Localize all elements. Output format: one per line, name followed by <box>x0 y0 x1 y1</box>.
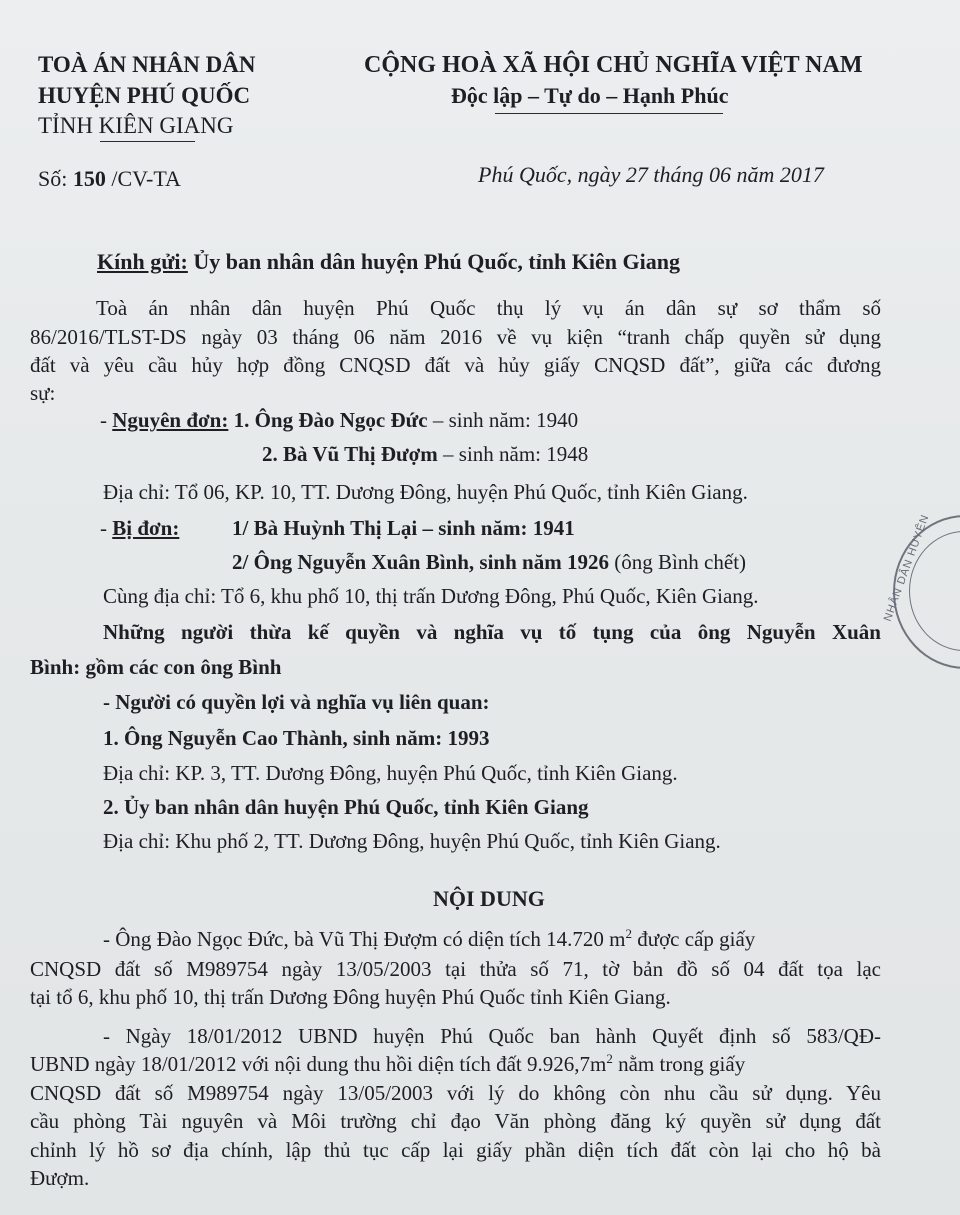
document-date: Phú Quốc, ngày 27 tháng 06 năm 2017 <box>478 162 824 187</box>
content-p2-line5: chỉnh lý hồ sơ địa chính, lập thủ tục cấp lại giấy phần diện tích đất còn lại cho hộ bà <box>30 1138 881 1162</box>
nation-title: CỘNG HOÀ XÃ HỘI CHỦ NGHĨA VIỆT NAM <box>364 52 863 78</box>
intro-line3: đất và yêu cầu hủy hợp đồng CNQSD đất và hủy giấy CNQSD đất”, giữa các đương <box>30 353 881 377</box>
defendant-dash: - <box>100 516 107 540</box>
intro-line2: 86/2016/TLST-DS ngày 03 tháng 06 năm 2016 về vụ kiện “tranh chấp quyền sử dụng <box>30 325 881 349</box>
intro-line1: Toà án nhân dân huyện Phú Quốc thụ lý vụ án dân sự sơ thẩm số <box>96 296 881 320</box>
plaintiff-1-birth: – sinh năm: 1940 <box>432 408 579 432</box>
plaintiff-dash: - <box>100 408 107 432</box>
court-name-line1: TOÀ ÁN NHÂN DÂN <box>38 52 256 77</box>
number-prefix: Số: <box>38 166 68 191</box>
court-underline <box>100 141 195 142</box>
recipient <box>97 249 680 275</box>
content-p2-text-b: nằm trong giấy <box>612 1052 746 1076</box>
related-1-address: Địa chỉ: KP. 3, TT. Dương Đông, huyện Phú Quốc, tỉnh Kiên Giang. <box>103 761 678 785</box>
nation-motto: Độc lập – Tự do – Hạnh Phúc <box>451 83 729 108</box>
defendant-2-note: (ông Bình chết) <box>614 550 747 574</box>
document-number <box>38 166 181 192</box>
recipient-label: Kính gửi: <box>97 249 188 274</box>
content-p1-sup: 2 <box>625 926 632 941</box>
content-p1-line2: CNQSD đất số M989754 ngày 13/05/2003 tại thửa số 71, tờ bản đồ số 04 đất tọa lạc <box>30 957 881 981</box>
content-p2-line2 <box>30 1051 881 1077</box>
content-p2-sup: 2 <box>606 1051 613 1066</box>
defendant-2 <box>232 549 746 575</box>
court-name-line3: TỈNH KIÊN GIANG <box>38 113 234 138</box>
plaintiff-2-name: 2. Bà Vũ Thị Đượm <box>262 442 438 466</box>
plaintiff-label: Nguyên đơn: <box>112 408 229 432</box>
motto-underline <box>495 113 723 114</box>
court-name-line2: HUYỆN PHÚ QUỐC <box>38 83 251 108</box>
content-p2-line3: CNQSD đất số M989754 ngày 13/05/2003 với lý do không còn nhu cầu sử dụng. Yêu <box>30 1081 881 1105</box>
intro-line4: sự: <box>30 381 56 405</box>
defendant-row1 <box>100 515 179 541</box>
court-seal-text: NHÂN DÂN HUYỆN <box>881 512 932 624</box>
content-p2-line4: cầu phòng Tài nguyên và Môi trường chỉ đạo Văn phòng đăng ký quyền sử dụng đất <box>30 1109 881 1133</box>
plaintiff-2-birth: – sinh năm: 1948 <box>443 442 589 466</box>
recipient-name: Ủy ban nhân dân huyện Phú Quốc, tỉnh Kiên Giang <box>193 249 680 274</box>
plaintiff-1-name: 1. Ông Đào Ngọc Đức <box>233 408 428 432</box>
related-1: 1. Ông Nguyễn Cao Thành, sinh năm: 1993 <box>103 726 490 750</box>
content-p2-line6: Đượm. <box>30 1166 90 1190</box>
number-suffix: /CV-TA <box>111 166 181 191</box>
content-p1-line3: tại tổ 6, khu phố 10, thị trấn Dương Đông huyện Phú Quốc tỉnh Kiên Giang. <box>30 985 671 1009</box>
related-heading: - Người có quyền lợi và nghĩa vụ liên quan: <box>103 690 490 714</box>
defendant-1: 1/ Bà Huỳnh Thị Lại – sinh năm: 1941 <box>232 516 575 540</box>
court-seal <box>881 512 960 669</box>
heirs-line2: Bình: gồm các con ông Bình <box>30 655 282 679</box>
content-p2-line1: - Ngày 18/01/2012 UBND huyện Phú Quốc ban hành Quyết định số 583/QĐ- <box>103 1024 881 1048</box>
defendant-2-name: 2/ Ông Nguyễn Xuân Bình, sinh năm 1926 <box>232 550 609 574</box>
defendant-label: Bị đơn: <box>112 516 180 540</box>
content-p2-text-a: UBND ngày 18/01/2012 với nội dung thu hồi diện tích đất 9.926,7m <box>30 1052 607 1076</box>
plaintiff-row2 <box>262 441 588 467</box>
defendant-address: Cùng địa chỉ: Tổ 6, khu phố 10, thị trấn Dương Đông, Phú Quốc, Kiên Giang. <box>103 584 759 608</box>
plaintiff-address: Địa chỉ: Tổ 06, KP. 10, TT. Dương Đông, huyện Phú Quốc, tỉnh Kiên Giang. <box>103 480 748 504</box>
number-value: 150 <box>72 166 106 191</box>
content-p1-text-a: - Ông Đào Ngọc Đức, bà Vũ Thị Đượm có diện tích 14.720 m <box>103 927 626 951</box>
plaintiff-row1 <box>100 407 578 433</box>
content-p1-text-b: được cấp giấy <box>631 927 756 951</box>
heirs-line1: Những người thừa kế quyền và nghĩa vụ tố tụng của ông Nguyễn Xuân <box>103 620 881 644</box>
content-heading: NỘI DUNG <box>433 886 545 911</box>
content-p1-line1 <box>103 926 881 952</box>
related-2-address: Địa chỉ: Khu phố 2, TT. Dương Đông, huyện Phú Quốc, tỉnh Kiên Giang. <box>103 829 721 853</box>
related-2: 2. Ủy ban nhân dân huyện Phú Quốc, tỉnh Kiên Giang <box>103 795 589 819</box>
